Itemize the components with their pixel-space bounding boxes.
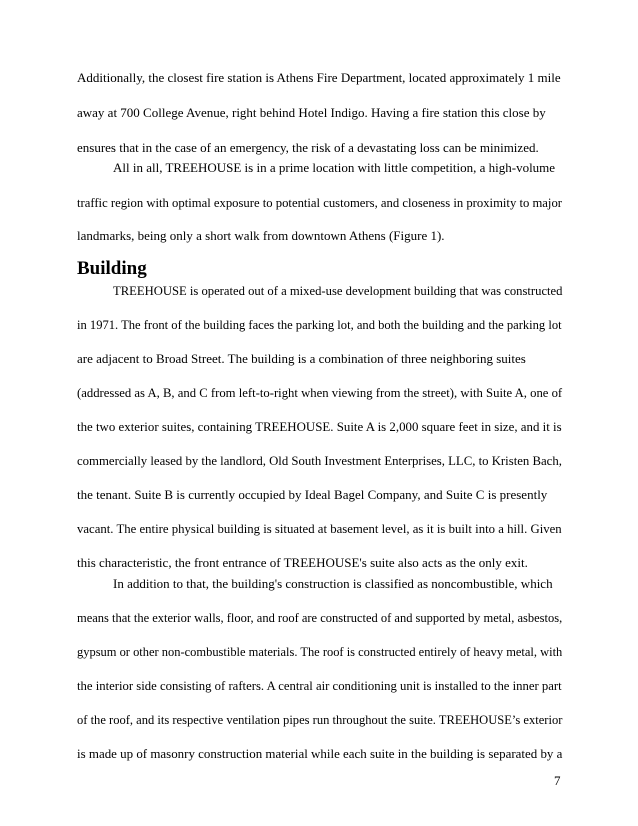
paragraph-3-line-4: (addressed as A, B, and C from left-to-right when viewing from the street), with Suite A, one of bbox=[77, 385, 563, 400]
page-number: 7 bbox=[554, 773, 561, 788]
paragraph-3-line-3: are adjacent to Broad Street. The building is a combination of three neighboring suites bbox=[77, 351, 526, 366]
paragraph-3-line-6: commercially leased by the landlord, Old South Investment Enterprises, LLC, to Kristen Bach, bbox=[77, 453, 562, 468]
paragraph-1-line-2: away at 700 College Avenue, right behind Hotel Indigo. Having a fire station this close by bbox=[77, 105, 546, 120]
paragraph-4-line-5: of the roof, and its respective ventilation pipes run throughout the suite. TREEHOUSE’s exterior bbox=[77, 712, 563, 727]
paragraph-4-line-6: is made up of masonry construction material while each suite in the building is separated by a bbox=[77, 746, 563, 761]
paragraph-3-line-8: vacant. The entire physical building is situated at basement level, as it is built into a hill. Given bbox=[77, 521, 562, 536]
paragraph-3-line-1: TREEHOUSE is operated out of a mixed-use development building that was constructed bbox=[113, 283, 563, 298]
paragraph-1-line-1: Additionally, the closest fire station is Athens Fire Department, located approximately 1 mile bbox=[77, 70, 561, 85]
paragraph-2-line-1: All in all, TREEHOUSE is in a prime location with little competition, a high-volume bbox=[113, 160, 556, 175]
section-heading: Building bbox=[77, 258, 147, 279]
paragraph-4-line-4: the interior side consisting of rafters. A central air conditioning unit is installed to the inner part bbox=[77, 678, 562, 693]
paragraph-3-line-2: in 1971. The front of the building faces the parking lot, and both the building and the parking lot bbox=[77, 317, 562, 332]
paragraph-2-line-3: landmarks, being only a short walk from downtown Athens (Figure 1). bbox=[77, 228, 445, 243]
paragraph-3-line-9: this characteristic, the front entrance of TREEHOUSE's suite also acts as the only exit. bbox=[77, 555, 528, 570]
paragraph-2-line-2: traffic region with optimal exposure to potential customers, and closeness in proximity to major bbox=[77, 195, 563, 210]
paragraph-1-line-3: ensures that in the case of an emergency, the risk of a devastating loss can be minimized. bbox=[77, 140, 539, 155]
paragraph-3-line-5: the two exterior suites, containing TREEHOUSE. Suite A is 2,000 square feet in size, and it is bbox=[77, 419, 562, 434]
paragraph-4-line-3: gypsum or other non-combustible materials. The roof is constructed entirely of heavy metal, with bbox=[77, 644, 563, 659]
paragraph-4-line-1: In addition to that, the building's construction is classified as noncombustible, which bbox=[113, 576, 553, 591]
paragraph-4-line-2: means that the exterior walls, floor, and roof are constructed of and supported by metal, asbestos, bbox=[77, 610, 563, 625]
paragraph-3-line-7: the tenant. Suite B is currently occupied by Ideal Bagel Company, and Suite C is presently bbox=[77, 487, 548, 502]
